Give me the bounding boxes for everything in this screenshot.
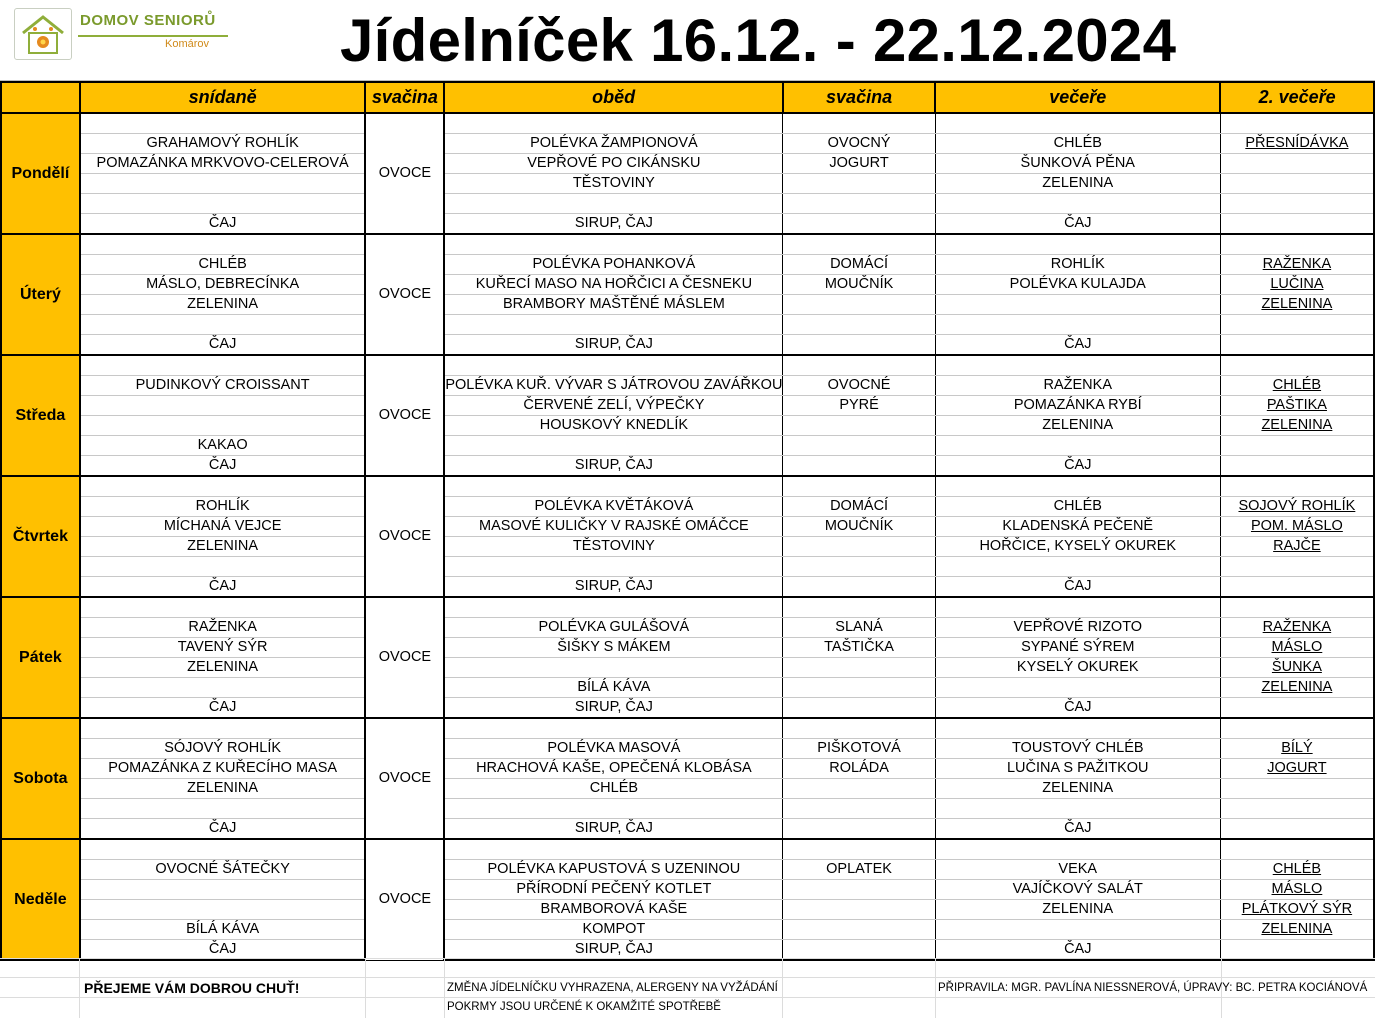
menu-row — [1, 335, 1374, 356]
menu-cell-lunch: POLÉVKA POHANKOVÁ — [444, 255, 783, 275]
menu-cell-snack-2 — [783, 658, 935, 678]
menu-cell-lunch: POLÉVKA KUŘ. VÝVAR S JÁTROVOU ZAVÁŘKOU — [444, 376, 783, 396]
menu-cell-breakfast — [80, 315, 366, 335]
footer-prepared-by: PŘIPRAVILA: MGR. PAVLÍNA NIESSNEROVÁ, ÚPRAVY: BC. PETRA KOCIÁNOVÁ — [938, 982, 1368, 994]
menu-cell-snack-2 — [783, 537, 935, 557]
menu-cell-dinner — [935, 839, 1220, 860]
menu-cell-lunch: POLÉVKA KAPUSTOVÁ S UZENINOU — [444, 860, 783, 880]
footer-note-change: ZMĚNA JÍDELNÍČKU VYHRAZENA, ALERGENY NA VYŽÁDÁNÍ — [447, 982, 778, 994]
menu-cell-snack-2 — [783, 416, 935, 436]
menu-cell-dinner: CHLÉB — [935, 134, 1220, 154]
menu-row — [1, 577, 1374, 598]
menu-cell-breakfast — [80, 678, 366, 698]
menu-cell-second-dinner: CHLÉB — [1220, 376, 1374, 396]
day-label: Neděle — [1, 839, 80, 960]
brand-town: Komárov — [165, 38, 210, 50]
menu-cell-lunch: ČERVENÉ ZELÍ, VÝPEČKY — [444, 396, 783, 416]
menu-cell-snack-2 — [783, 920, 935, 940]
menu-cell-second-dinner — [1220, 456, 1374, 477]
menu-cell-dinner: ČAJ — [935, 577, 1220, 598]
menu-cell-dinner: CHLÉB — [935, 497, 1220, 517]
menu-cell-breakfast — [80, 476, 366, 497]
menu-cell-dinner — [935, 436, 1220, 456]
menu-row — [1, 597, 1374, 618]
menu-cell-second-dinner — [1220, 799, 1374, 819]
menu-cell-dinner — [935, 113, 1220, 134]
menu-cell-breakfast — [80, 355, 366, 376]
menu-cell-dinner — [935, 678, 1220, 698]
menu-cell-second-dinner: ZELENINA — [1220, 678, 1374, 698]
menu-cell-breakfast: ČAJ — [80, 698, 366, 719]
footer — [0, 958, 1375, 1018]
menu-cell-snack-2 — [783, 476, 935, 497]
menu-cell-dinner — [935, 355, 1220, 376]
menu-cell-second-dinner: ZELENINA — [1220, 416, 1374, 436]
menu-cell-second-dinner: ZELENINA — [1220, 295, 1374, 315]
page-header — [0, 0, 1375, 81]
day-label: Úterý — [1, 234, 80, 355]
menu-cell-lunch: PŘÍRODNÍ PEČENÝ KOTLET — [444, 880, 783, 900]
menu-cell-second-dinner — [1220, 335, 1374, 356]
menu-cell-breakfast: GRAHAMOVÝ ROHLÍK — [80, 134, 366, 154]
menu-cell-second-dinner — [1220, 174, 1374, 194]
menu-cell-dinner: ZELENINA — [935, 900, 1220, 920]
menu-cell-second-dinner: SOJOVÝ ROHLÍK — [1220, 497, 1374, 517]
menu-cell-lunch: SIRUP, ČAJ — [444, 577, 783, 598]
menu-cell-lunch: MASOVÉ KULIČKY V RAJSKÉ OMÁČCE — [444, 517, 783, 537]
menu-cell-lunch: POLÉVKA ŽAMPIONOVÁ — [444, 134, 783, 154]
menu-cell-lunch: SIRUP, ČAJ — [444, 456, 783, 477]
menu-cell-lunch — [444, 799, 783, 819]
menu-cell-snack-2 — [783, 113, 935, 134]
menu-cell-snack-2: PIŠKOTOVÁ — [783, 739, 935, 759]
menu-cell-breakfast: ZELENINA — [80, 537, 366, 557]
menu-cell-breakfast: ČAJ — [80, 577, 366, 598]
menu-cell-dinner: ČAJ — [935, 819, 1220, 840]
menu-cell-lunch: VEPŘOVÉ PO CIKÁNSKU — [444, 154, 783, 174]
menu-cell-lunch: SIRUP, ČAJ — [444, 819, 783, 840]
menu-cell-snack-2 — [783, 799, 935, 819]
menu-cell-breakfast: CHLÉB — [80, 255, 366, 275]
menu-cell-snack-2 — [783, 194, 935, 214]
menu-cell-lunch: SIRUP, ČAJ — [444, 940, 783, 961]
menu-cell-second-dinner — [1220, 436, 1374, 456]
menu-cell-snack-2 — [783, 234, 935, 255]
menu-cell-snack-2: MOUČNÍK — [783, 275, 935, 295]
menu-cell-breakfast: PUDINKOVÝ CROISSANT — [80, 376, 366, 396]
menu-cell-dinner: ŠUNKOVÁ PĚNA — [935, 154, 1220, 174]
menu-cell-second-dinner: PŘESNÍDÁVKA — [1220, 134, 1374, 154]
menu-cell-breakfast: OVOCNÉ ŠÁTEČKY — [80, 860, 366, 880]
menu-row — [1, 658, 1374, 678]
menu-cell-breakfast: ČAJ — [80, 819, 366, 840]
menu-cell-breakfast: ZELENINA — [80, 295, 366, 315]
menu-cell-dinner — [935, 295, 1220, 315]
menu-row — [1, 355, 1374, 376]
menu-row — [1, 295, 1374, 315]
menu-cell-lunch — [444, 658, 783, 678]
menu-cell-snack-1: OVOCE — [365, 234, 444, 355]
menu-cell-snack-2: DOMÁCÍ — [783, 255, 935, 275]
menu-row — [1, 416, 1374, 436]
menu-cell-snack-2 — [783, 880, 935, 900]
day-label: Středa — [1, 355, 80, 476]
menu-row — [1, 900, 1374, 920]
menu-cell-snack-2: OPLATEK — [783, 860, 935, 880]
menu-cell-lunch — [444, 476, 783, 497]
menu-cell-snack-1: OVOCE — [365, 597, 444, 718]
menu-cell-dinner: ZELENINA — [935, 779, 1220, 799]
menu-cell-snack-1: OVOCE — [365, 113, 444, 234]
menu-row — [1, 174, 1374, 194]
menu-row — [1, 537, 1374, 557]
menu-cell-snack-2 — [783, 819, 935, 840]
menu-cell-second-dinner — [1220, 154, 1374, 174]
menu-cell-snack-2 — [783, 718, 935, 739]
menu-cell-lunch: POLÉVKA GULÁŠOVÁ — [444, 618, 783, 638]
day-label: Čtvrtek — [1, 476, 80, 597]
menu-cell-second-dinner — [1220, 819, 1374, 840]
menu-row — [1, 497, 1374, 517]
menu-cell-breakfast: RAŽENKA — [80, 618, 366, 638]
menu-cell-breakfast — [80, 799, 366, 819]
menu-cell-second-dinner: CHLÉB — [1220, 860, 1374, 880]
menu-row — [1, 476, 1374, 497]
menu-cell-lunch: BRAMBORY MAŠTĚNÉ MÁSLEM — [444, 295, 783, 315]
menu-cell-second-dinner — [1220, 476, 1374, 497]
menu-row — [1, 638, 1374, 658]
menu-cell-dinner: LUČINA S PAŽITKOU — [935, 759, 1220, 779]
menu-cell-dinner — [935, 315, 1220, 335]
menu-cell-second-dinner — [1220, 577, 1374, 598]
menu-row — [1, 315, 1374, 335]
menu-cell-second-dinner: LUČINA — [1220, 275, 1374, 295]
menu-cell-breakfast: MÍCHANÁ VEJCE — [80, 517, 366, 537]
menu-cell-snack-2 — [783, 315, 935, 335]
menu-row — [1, 396, 1374, 416]
menu-cell-snack-2 — [783, 456, 935, 477]
menu-cell-breakfast: POMAZÁNKA MRKVOVO-CELEROVÁ — [80, 154, 366, 174]
menu-cell-second-dinner — [1220, 557, 1374, 577]
menu-cell-breakfast: ZELENINA — [80, 658, 366, 678]
menu-row — [1, 940, 1374, 961]
menu-cell-dinner: SYPANÉ SÝREM — [935, 638, 1220, 658]
menu-cell-second-dinner: BÍLÝ — [1220, 739, 1374, 759]
menu-cell-snack-2: OVOCNÝ — [783, 134, 935, 154]
menu-cell-breakfast: KAKAO — [80, 436, 366, 456]
menu-cell-dinner: KYSELÝ OKUREK — [935, 658, 1220, 678]
menu-cell-second-dinner — [1220, 597, 1374, 618]
menu-cell-snack-2: MOUČNÍK — [783, 517, 935, 537]
menu-cell-breakfast: ZELENINA — [80, 779, 366, 799]
menu-cell-second-dinner — [1220, 779, 1374, 799]
menu-row — [1, 718, 1374, 739]
column-header-snack-1: svačina — [365, 82, 444, 113]
menu-row — [1, 255, 1374, 275]
menu-cell-lunch — [444, 194, 783, 214]
menu-cell-snack-2: JOGURT — [783, 154, 935, 174]
menu-cell-dinner — [935, 799, 1220, 819]
menu-cell-breakfast: ČAJ — [80, 214, 366, 235]
menu-row — [1, 134, 1374, 154]
menu-cell-lunch: POLÉVKA KVĚTÁKOVÁ — [444, 497, 783, 517]
menu-row — [1, 436, 1374, 456]
menu-cell-snack-2 — [783, 577, 935, 598]
menu-cell-second-dinner: ZELENINA — [1220, 920, 1374, 940]
menu-row — [1, 275, 1374, 295]
menu-cell-lunch: POLÉVKA MASOVÁ — [444, 739, 783, 759]
menu-cell-snack-2 — [783, 557, 935, 577]
menu-cell-breakfast — [80, 396, 366, 416]
menu-cell-snack-2: SLANÁ — [783, 618, 935, 638]
menu-row — [1, 880, 1374, 900]
menu-cell-lunch — [444, 113, 783, 134]
menu-cell-snack-2: TAŠTIČKA — [783, 638, 935, 658]
menu-row — [1, 739, 1374, 759]
menu-row — [1, 698, 1374, 719]
menu-cell-second-dinner — [1220, 940, 1374, 961]
menu-cell-dinner: ČAJ — [935, 335, 1220, 356]
menu-row — [1, 920, 1374, 940]
menu-cell-dinner: TOUSTOVÝ CHLÉB — [935, 739, 1220, 759]
menu-cell-dinner: ČAJ — [935, 940, 1220, 961]
menu-cell-breakfast — [80, 416, 366, 436]
menu-cell-breakfast: SÓJOVÝ ROHLÍK — [80, 739, 366, 759]
menu-cell-breakfast: POMAZÁNKA Z KUŘECÍHO MASA — [80, 759, 366, 779]
day-label: Pátek — [1, 597, 80, 718]
menu-table — [0, 81, 1375, 961]
menu-cell-snack-2 — [783, 597, 935, 618]
menu-cell-dinner — [935, 476, 1220, 497]
menu-cell-breakfast: ČAJ — [80, 940, 366, 961]
menu-cell-lunch: SIRUP, ČAJ — [444, 335, 783, 356]
menu-cell-lunch: TĚSTOVINY — [444, 174, 783, 194]
menu-row — [1, 557, 1374, 577]
menu-cell-snack-2 — [783, 900, 935, 920]
menu-cell-lunch — [444, 315, 783, 335]
menu-row — [1, 194, 1374, 214]
menu-cell-dinner: VEPŘOVÉ RIZOTO — [935, 618, 1220, 638]
menu-cell-breakfast — [80, 234, 366, 255]
menu-cell-second-dinner: MÁSLO — [1220, 638, 1374, 658]
menu-row — [1, 860, 1374, 880]
menu-cell-dinner: HOŘČICE, KYSELÝ OKUREK — [935, 537, 1220, 557]
menu-cell-dinner — [935, 194, 1220, 214]
menu-cell-second-dinner: RAŽENKA — [1220, 618, 1374, 638]
menu-cell-breakfast: ROHLÍK — [80, 497, 366, 517]
menu-cell-second-dinner: POM. MÁSLO — [1220, 517, 1374, 537]
menu-row — [1, 678, 1374, 698]
menu-cell-snack-1: OVOCE — [365, 355, 444, 476]
footer-note-consumption: POKRMY JSOU URČENÉ K OKAMŽITÉ SPOTŘEBĚ — [447, 1001, 721, 1013]
menu-row — [1, 517, 1374, 537]
day-label: Pondělí — [1, 113, 80, 234]
menu-cell-lunch: BRAMBOROVÁ KAŠE — [444, 900, 783, 920]
menu-cell-lunch: BÍLÁ KÁVA — [444, 678, 783, 698]
menu-row — [1, 819, 1374, 840]
menu-cell-lunch — [444, 355, 783, 376]
menu-cell-snack-2 — [783, 436, 935, 456]
menu-cell-breakfast: BÍLÁ KÁVA — [80, 920, 366, 940]
menu-cell-dinner: ČAJ — [935, 698, 1220, 719]
menu-cell-snack-2 — [783, 678, 935, 698]
menu-cell-second-dinner — [1220, 194, 1374, 214]
menu-cell-dinner: POMAZÁNKA RYBÍ — [935, 396, 1220, 416]
menu-cell-snack-2 — [783, 174, 935, 194]
menu-cell-snack-2: OVOCNÉ — [783, 376, 935, 396]
menu-cell-dinner — [935, 920, 1220, 940]
menu-cell-second-dinner: MÁSLO — [1220, 880, 1374, 900]
menu-cell-breakfast — [80, 557, 366, 577]
footer-wish: PŘEJEME VÁM DOBROU CHUŤ! — [84, 980, 300, 996]
menu-cell-snack-1: OVOCE — [365, 718, 444, 839]
menu-cell-lunch — [444, 436, 783, 456]
menu-cell-dinner — [935, 718, 1220, 739]
menu-cell-breakfast — [80, 900, 366, 920]
menu-cell-lunch: CHLÉB — [444, 779, 783, 799]
menu-cell-snack-2 — [783, 214, 935, 235]
menu-cell-breakfast: MÁSLO, DEBRECÍNKA — [80, 275, 366, 295]
column-header-day — [1, 82, 80, 113]
menu-cell-lunch — [444, 597, 783, 618]
menu-cell-lunch: ŠIŠKY S MÁKEM — [444, 638, 783, 658]
menu-cell-dinner: ČAJ — [935, 456, 1220, 477]
menu-cell-snack-2: ROLÁDA — [783, 759, 935, 779]
menu-cell-dinner: VAJÍČKOVÝ SALÁT — [935, 880, 1220, 900]
column-header-lunch: oběd — [444, 82, 783, 113]
menu-row — [1, 113, 1374, 134]
house-flower-logo-icon — [14, 8, 72, 60]
menu-row — [1, 376, 1374, 396]
menu-cell-dinner: POLÉVKA KULAJDA — [935, 275, 1220, 295]
menu-cell-dinner — [935, 234, 1220, 255]
column-header-second-dinner: 2. večeře — [1220, 82, 1374, 113]
menu-cell-second-dinner: JOGURT — [1220, 759, 1374, 779]
menu-cell-lunch: SIRUP, ČAJ — [444, 698, 783, 719]
menu-row — [1, 154, 1374, 174]
menu-cell-lunch: HRACHOVÁ KAŠE, OPEČENÁ KLOBÁSA — [444, 759, 783, 779]
menu-cell-second-dinner — [1220, 234, 1374, 255]
menu-cell-lunch: KUŘECÍ MASO NA HOŘČICI A ČESNEKU — [444, 275, 783, 295]
menu-cell-snack-1: OVOCE — [365, 476, 444, 597]
menu-cell-breakfast — [80, 597, 366, 618]
menu-row — [1, 618, 1374, 638]
menu-row — [1, 779, 1374, 799]
menu-cell-breakfast — [80, 194, 366, 214]
menu-cell-lunch: TĚSTOVINY — [444, 537, 783, 557]
menu-cell-lunch: KOMPOT — [444, 920, 783, 940]
menu-cell-lunch — [444, 718, 783, 739]
menu-cell-dinner — [935, 597, 1220, 618]
menu-cell-breakfast — [80, 718, 366, 739]
menu-cell-snack-2 — [783, 698, 935, 719]
menu-cell-snack-1: OVOCE — [365, 839, 444, 960]
menu-cell-lunch: SIRUP, ČAJ — [444, 214, 783, 235]
brand-name: DOMOV SENIORŮ — [80, 12, 216, 29]
menu-cell-dinner: ČAJ — [935, 214, 1220, 235]
menu-cell-dinner — [935, 557, 1220, 577]
menu-cell-lunch — [444, 234, 783, 255]
menu-cell-second-dinner — [1220, 214, 1374, 235]
menu-cell-breakfast: ČAJ — [80, 335, 366, 356]
menu-cell-breakfast — [80, 174, 366, 194]
menu-cell-snack-2 — [783, 335, 935, 356]
menu-row — [1, 839, 1374, 860]
menu-cell-dinner: RAŽENKA — [935, 376, 1220, 396]
menu-cell-snack-2 — [783, 779, 935, 799]
menu-cell-second-dinner — [1220, 113, 1374, 134]
menu-cell-breakfast — [80, 880, 366, 900]
menu-cell-second-dinner: PAŠTIKA — [1220, 396, 1374, 416]
menu-cell-snack-2: PYRÉ — [783, 396, 935, 416]
menu-cell-second-dinner — [1220, 355, 1374, 376]
menu-cell-second-dinner: ŠUNKA — [1220, 658, 1374, 678]
menu-cell-dinner: ZELENINA — [935, 174, 1220, 194]
brand-divider — [78, 35, 228, 37]
column-header-row — [1, 82, 1374, 113]
menu-cell-lunch — [444, 839, 783, 860]
menu-row — [1, 214, 1374, 235]
menu-cell-second-dinner: RAŽENKA — [1220, 255, 1374, 275]
menu-cell-snack-2 — [783, 355, 935, 376]
column-header-snack-2: svačina — [783, 82, 935, 113]
menu-cell-dinner: ROHLÍK — [935, 255, 1220, 275]
menu-cell-second-dinner — [1220, 315, 1374, 335]
menu-cell-breakfast: TAVENÝ SÝR — [80, 638, 366, 658]
menu-cell-lunch — [444, 557, 783, 577]
menu-cell-second-dinner — [1220, 718, 1374, 739]
menu-row — [1, 799, 1374, 819]
menu-cell-breakfast — [80, 839, 366, 860]
menu-cell-snack-2 — [783, 940, 935, 961]
menu-cell-second-dinner: RAJČE — [1220, 537, 1374, 557]
menu-row — [1, 759, 1374, 779]
menu-cell-second-dinner — [1220, 698, 1374, 719]
column-header-dinner: večeře — [935, 82, 1220, 113]
menu-cell-snack-2 — [783, 839, 935, 860]
menu-cell-dinner: VEKA — [935, 860, 1220, 880]
menu-row — [1, 234, 1374, 255]
menu-cell-snack-2: DOMÁCÍ — [783, 497, 935, 517]
menu-cell-second-dinner: PLÁTKOVÝ SÝR — [1220, 900, 1374, 920]
menu-cell-breakfast — [80, 113, 366, 134]
menu-cell-snack-2 — [783, 295, 935, 315]
menu-cell-second-dinner — [1220, 839, 1374, 860]
menu-cell-lunch: HOUSKOVÝ KNEDLÍK — [444, 416, 783, 436]
day-label: Sobota — [1, 718, 80, 839]
menu-cell-breakfast: ČAJ — [80, 456, 366, 477]
page-title: Jídelníček 16.12. - 22.12.2024 — [340, 7, 1177, 74]
column-header-breakfast: snídaně — [80, 82, 366, 113]
menu-cell-dinner: ZELENINA — [935, 416, 1220, 436]
menu-cell-dinner: KLADENSKÁ PEČENĚ — [935, 517, 1220, 537]
menu-row — [1, 456, 1374, 477]
